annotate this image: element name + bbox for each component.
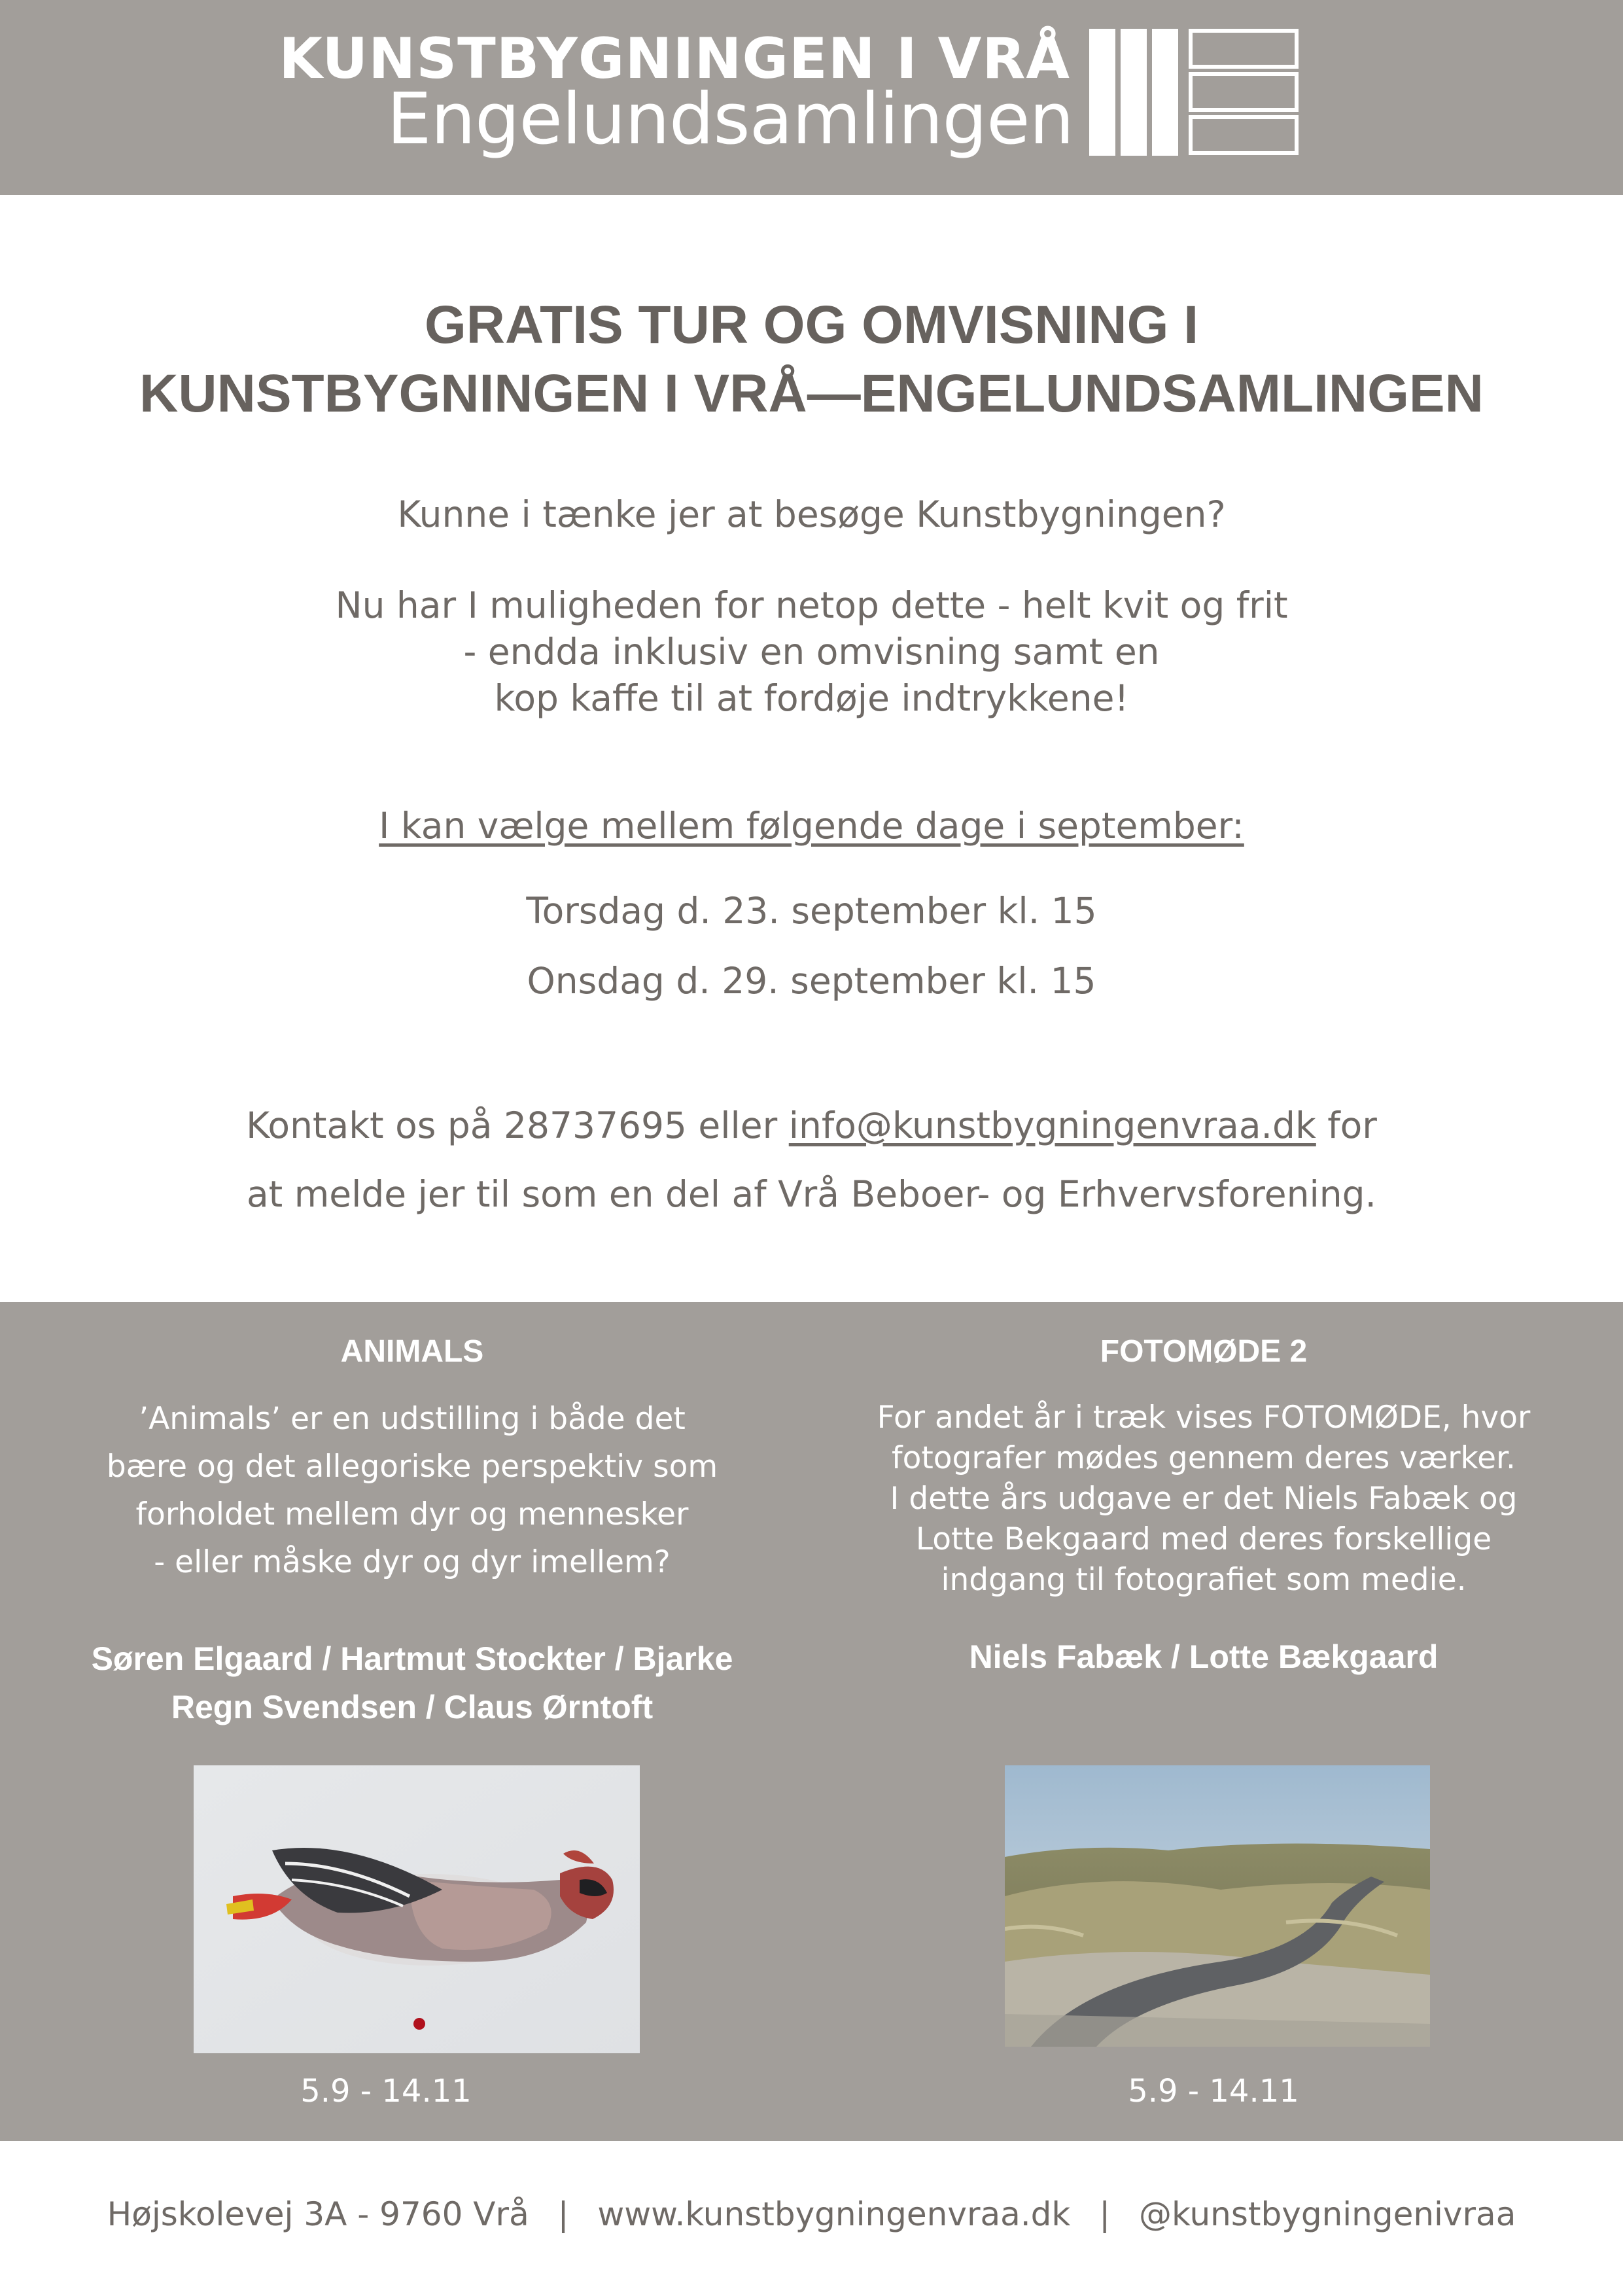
description-line: Lotte Bekgaard med deres forskellige [915,1521,1492,1557]
intro-question: Kunne i tænke jer at besøge Kunstbygningen? [397,493,1226,535]
date-option: Torsdag d. 23. september kl. 15 [526,890,1097,932]
header-banner [0,0,1623,195]
dates-heading: I kan vælge mellem følgende dage i september: [379,805,1244,847]
footer-separator: | [557,2195,569,2233]
footer-social-handle[interactable]: @kunstbygningenivraa [1139,2195,1516,2233]
contact-email-link[interactable]: info@kunstbygningenvraa.dk [788,1104,1316,1146]
page-title-line1: GRATIS TUR OG OMVISNING I [425,295,1198,355]
footer-separator: | [1099,2195,1111,2233]
page-title-line2: KUNSTBYGNINGEN I VRÅ—ENGELUNDSAMLINGEN [139,364,1484,423]
contact-line [0,1104,1623,1146]
exhibitions-section [0,1302,1623,2141]
description-line: forholdet mellem dyr og mennesker [135,1496,689,1532]
exhibition-dates: 5.9 - 14.11 [1128,2073,1299,2110]
brand-name: KUNSTBYGNINGEN I VRÅ [279,26,1070,92]
description-line: For andet år i træk vises FOTOMØDE, hvor [877,1400,1531,1436]
brand-subtitle: Engelundsamlingen [387,79,1073,160]
exhibition-artists [811,1633,1596,1681]
contact-line2: at melde jer til som en del af Vrå Beboer- og Erhvervsforening. [246,1173,1377,1215]
exhibition-title: ANIMALS [340,1334,484,1369]
exhibition-artists [20,1634,805,1731]
exhibition-description [20,1395,805,1586]
offer-line: kop kaffe til at fordøje indtrykkene! [494,677,1129,719]
contact-prefix: Kontakt os på 28737695 eller [246,1104,778,1146]
date-option: Onsdag d. 29. september kl. 15 [527,960,1096,1002]
artists-line: Niels Fabæk / Lotte Bækgaard [969,1638,1439,1675]
dune-photo-image [1005,1765,1430,2047]
description-line: ’Animals’ er en udstilling i både det [139,1401,686,1437]
description-line: - eller måske dyr og dyr imellem? [154,1544,671,1580]
footer [0,2195,1623,2233]
contact-suffix: for [1327,1104,1377,1146]
offer-line: Nu har I muligheden for netop dette - helt kvit og frit [335,584,1288,626]
offer-line: - endda inklusiv en omvisning samt en [463,631,1160,673]
building-logo-icon [1089,29,1299,156]
description-line: indgang til fotografiet som medie. [941,1562,1467,1598]
description-line: fotografer mødes gennem deres værker. [892,1440,1516,1476]
description-line: I dette års udgave er det Niels Fabæk og [890,1481,1518,1517]
artists-line: Søren Elgaard / Hartmut Stockter / Bjarke [91,1640,733,1677]
footer-address: Højskolevej 3A - 9760 Vrå [107,2195,529,2233]
artists-line: Regn Svendsen / Claus Ørntoft [171,1689,654,1725]
exhibition-dates: 5.9 - 14.11 [300,2073,472,2110]
exhibition-title: FOTOMØDE 2 [1100,1334,1308,1369]
exhibition-description [811,1398,1596,1600]
description-line: bære og det allegoriske perspektiv som [106,1449,718,1485]
footer-website-link[interactable]: www.kunstbygningenvraa.dk [597,2195,1071,2233]
bird-painting-image [194,1765,640,2053]
